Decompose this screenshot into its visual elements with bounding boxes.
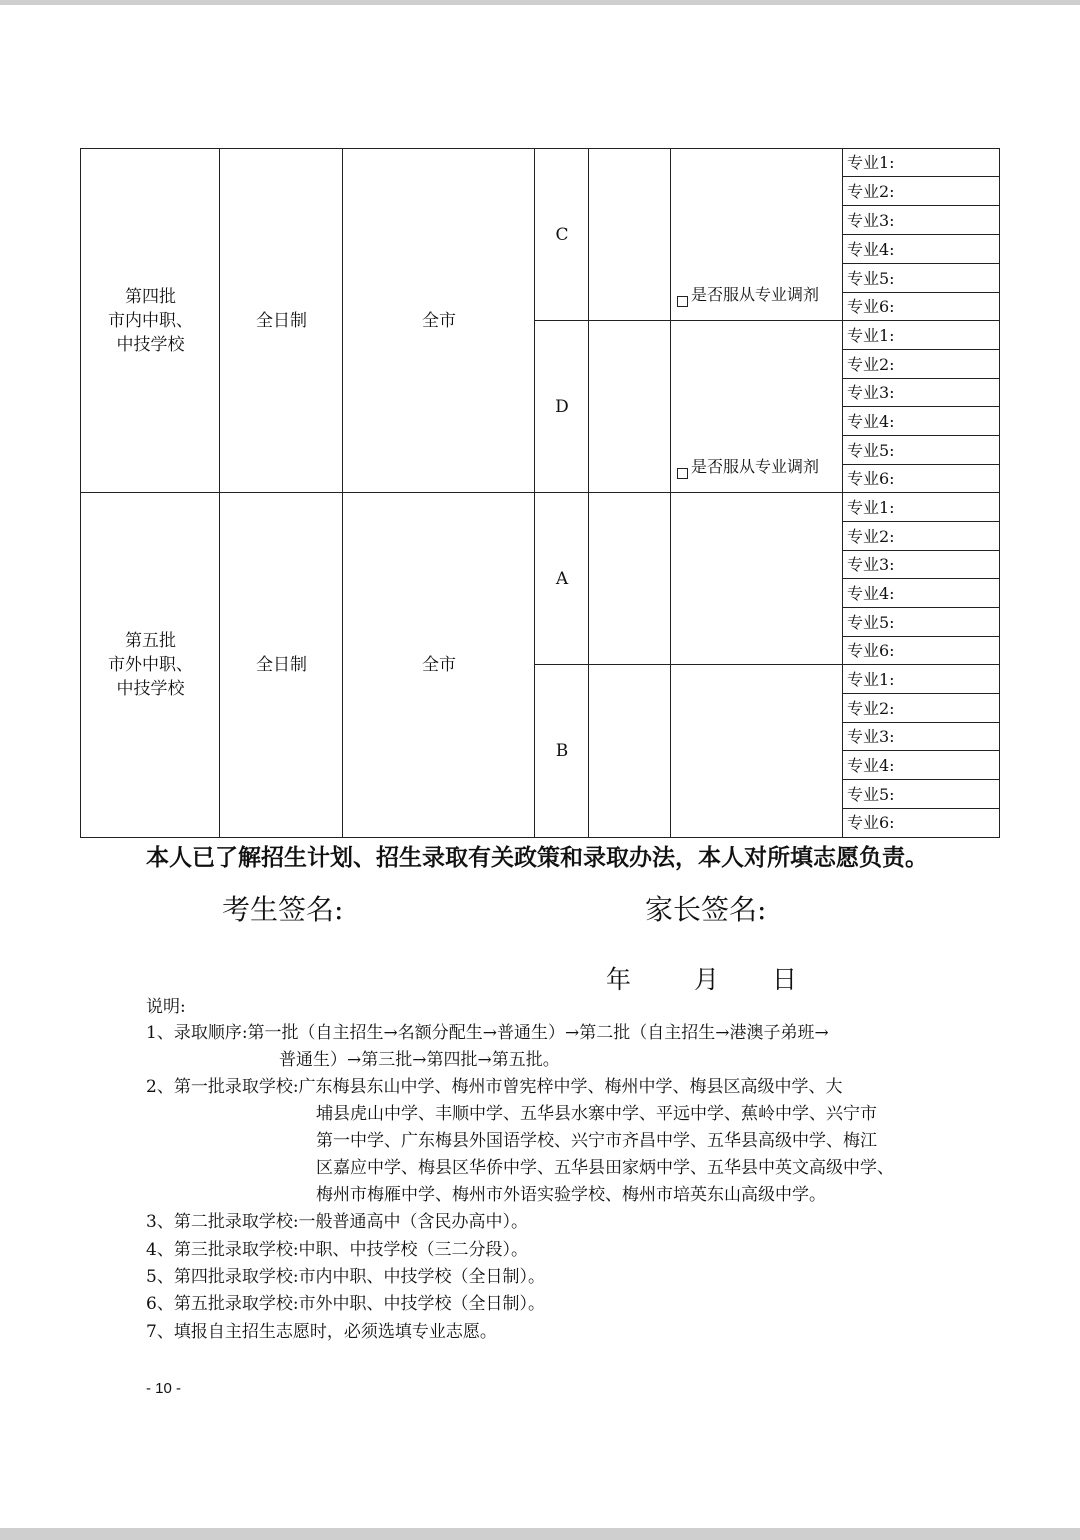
note-item-2-continuation: 埔县虎山中学、丰顺中学、五华县水寨中学、平远中学、蕉岭中学、兴宁市 [316, 1104, 877, 1124]
group-d-label-cell: D [534, 320, 589, 493]
note-item-1-continuation: 普通生）→第三批→第四批→第五批。 [279, 1050, 560, 1070]
note-label: 2、第一批录取学校: [146, 1077, 299, 1097]
batch5-name-line: 中技学校 [116, 679, 185, 699]
major-field[interactable]: 专业3: [842, 550, 1000, 579]
adjust-label: 是否服从专业调剂 [691, 457, 820, 476]
major-field[interactable]: 专业6: [842, 808, 1000, 838]
major-field[interactable]: 专业5: [842, 607, 1000, 637]
major-field[interactable]: 专业5: [842, 779, 1000, 809]
top-edge-band [0, 0, 1080, 5]
notes-title: 说明: [146, 997, 186, 1017]
parent-signature-label: 家长签名: [645, 893, 767, 926]
note-item-2 [146, 1074, 843, 1100]
major-field[interactable]: 专业1: [842, 320, 1000, 350]
note-label: 4、第三批录取学校: [146, 1240, 299, 1260]
bottom-edge-band [0, 1528, 1080, 1540]
date-line [606, 964, 797, 996]
batch4-name-line: 市内中职、 [108, 311, 193, 331]
batch4-name-line: 中技学校 [116, 335, 185, 355]
group-a-label-cell: A [534, 492, 589, 665]
batch5-scope-cell: 全市 [342, 492, 535, 838]
checkbox-icon[interactable] [677, 468, 688, 479]
major-field[interactable]: 专业5: [842, 435, 1000, 465]
page-number: - 10 - [146, 1380, 182, 1397]
note-item-2-continuation: 梅州市梅雁中学、梅州市外语实验学校、梅州市培英东山高级中学。 [316, 1185, 826, 1205]
group-a-school-field[interactable] [588, 492, 671, 665]
batch5-name-cell [80, 492, 220, 838]
note-label: 7、 [146, 1322, 174, 1342]
major-field[interactable]: 专业2: [842, 349, 1000, 379]
note-item-6 [146, 1291, 545, 1317]
major-field[interactable]: 专业1: [842, 492, 1000, 522]
group-b-label-cell: B [534, 664, 589, 838]
major-field[interactable]: 专业4: [842, 234, 1000, 264]
note-text: 一般普通高中（含民办高中）。 [298, 1212, 529, 1232]
note-item-2-continuation: 区嘉应中学、梅县区华侨中学、五华县田家炳中学、五华县中英文高级中学、 [316, 1158, 894, 1178]
major-field[interactable]: 专业3: [842, 378, 1000, 407]
note-text: 市外中职、中技学校（全日制）。 [298, 1294, 546, 1314]
note-item-5 [146, 1264, 545, 1290]
group-d-adjust-option[interactable] [670, 320, 843, 493]
date-year-label: 年 [606, 965, 632, 994]
declaration-text: 本人已了解招生计划、招生录取有关政策和录取办法，本人对所填志愿负责。 [146, 845, 928, 871]
note-text: 填报自主招生志愿时，必须选填专业志愿。 [173, 1322, 497, 1342]
major-field[interactable]: 专业6: [842, 464, 1000, 493]
student-signature-label: 考生签名: [222, 893, 344, 926]
batch5-mode-cell: 全日制 [219, 492, 343, 838]
group-a-adjust-field[interactable] [670, 492, 843, 665]
major-field[interactable]: 专业6: [842, 292, 1000, 321]
batch4-name-cell [80, 148, 220, 493]
note-item-4 [146, 1237, 528, 1263]
major-field[interactable]: 专业1: [842, 664, 1000, 694]
batch4-scope-cell: 全市 [342, 148, 535, 493]
batch4-name-line: 第四批 [125, 287, 176, 307]
checkbox-icon[interactable] [677, 296, 688, 307]
group-b-school-field[interactable] [588, 664, 671, 838]
major-field[interactable]: 专业3: [842, 722, 1000, 751]
note-label: 6、第五批录取学校: [146, 1294, 299, 1314]
group-c-adjust-option[interactable] [670, 148, 843, 321]
date-month-label: 月 [694, 965, 720, 994]
group-b-adjust-field[interactable] [670, 664, 843, 838]
application-table [80, 148, 1000, 838]
major-field[interactable]: 专业4: [842, 578, 1000, 608]
batch4-mode-cell: 全日制 [219, 148, 343, 493]
major-field[interactable]: 专业4: [842, 750, 1000, 780]
note-label: 5、第四批录取学校: [146, 1267, 299, 1287]
note-label: 3、第二批录取学校: [146, 1212, 299, 1232]
note-item-3 [146, 1209, 528, 1235]
date-day-label: 日 [772, 965, 798, 994]
note-text: 广东梅县东山中学、梅州市曾宪梓中学、梅州中学、梅县区高级中学、大 [298, 1077, 843, 1097]
note-item-7 [146, 1319, 497, 1345]
major-field[interactable]: 专业1: [842, 148, 1000, 177]
note-item-2-continuation: 第一中学、广东梅县外国语学校、兴宁市齐昌中学、五华县高级中学、梅江 [316, 1131, 877, 1151]
major-field[interactable]: 专业6: [842, 636, 1000, 665]
batch5-name-line: 第五批 [125, 631, 176, 651]
major-field[interactable]: 专业3: [842, 205, 1000, 235]
batch5-name-line: 市外中职、 [108, 655, 193, 675]
note-text: 第一批（自主招生→名额分配生→普通生）→第二批（自主招生→港澳子弟班→ [247, 1023, 829, 1043]
major-field[interactable]: 专业2: [842, 521, 1000, 551]
note-label: 1、录取顺序: [146, 1023, 248, 1043]
adjust-label: 是否服从专业调剂 [691, 285, 820, 304]
note-item-1 [146, 1020, 829, 1046]
note-text: 中职、中技学校（三二分段）。 [298, 1240, 529, 1260]
group-c-school-field[interactable] [588, 148, 671, 321]
major-field[interactable]: 专业5: [842, 263, 1000, 293]
major-field[interactable]: 专业4: [842, 406, 1000, 436]
major-field[interactable]: 专业2: [842, 693, 1000, 723]
group-d-school-field[interactable] [588, 320, 671, 493]
group-c-label-cell: C [534, 148, 589, 321]
major-field[interactable]: 专业2: [842, 176, 1000, 206]
note-text: 市内中职、中技学校（全日制）。 [298, 1267, 546, 1287]
